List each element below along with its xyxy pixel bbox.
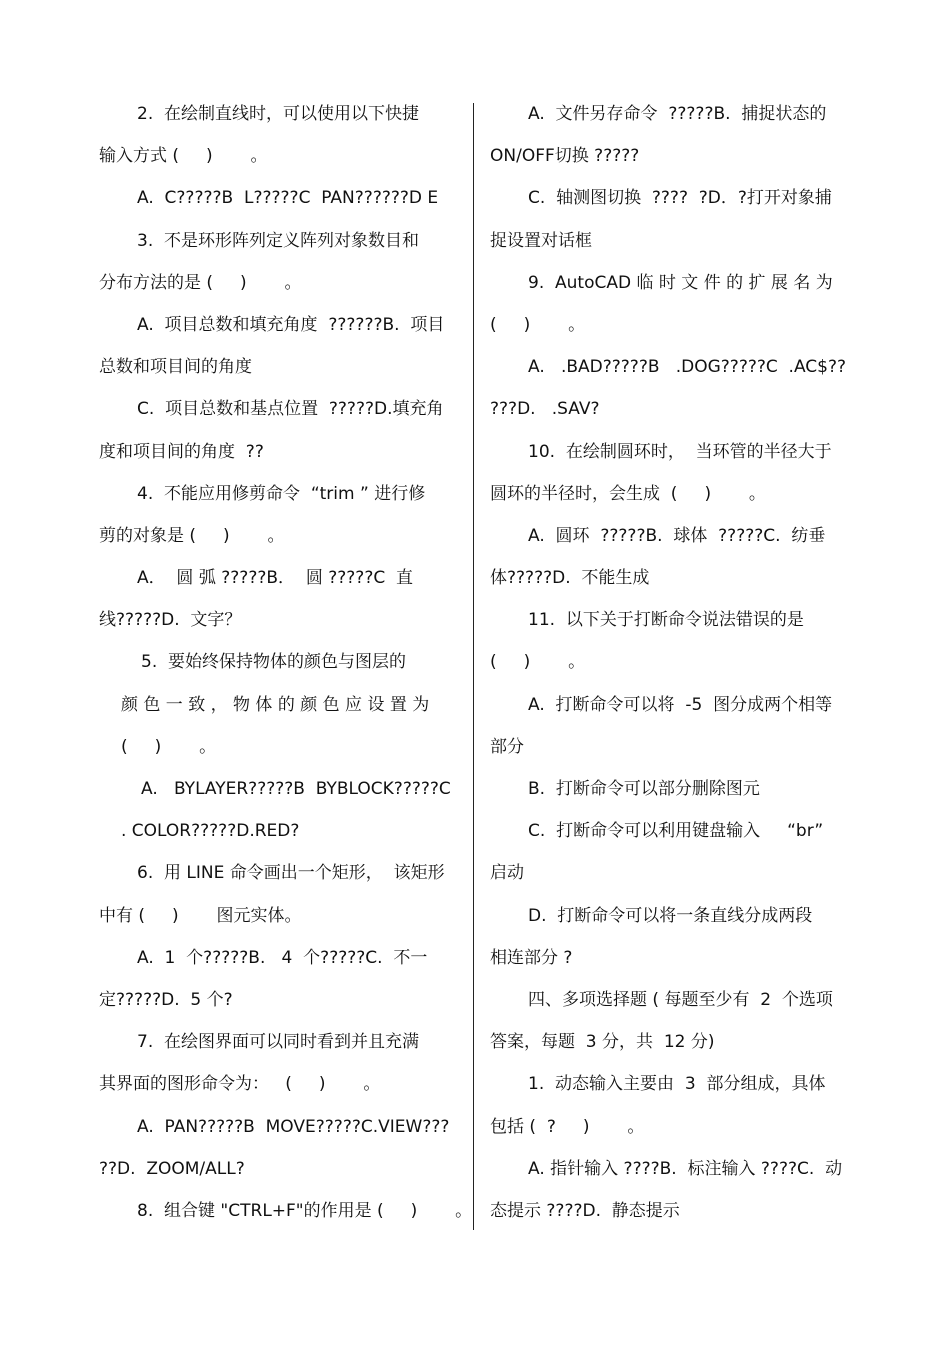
section-4-heading: 四、多项选择题 ( 每题至少有 2 个选项 xyxy=(528,989,833,1010)
question-5-options: A. BYLAYER?????B BYBLOCK?????C xyxy=(141,779,451,799)
question-8-option-d-cont: 捉设置对话框 xyxy=(490,230,592,251)
question-4-line-1: 4. 不能应用修剪命令 “trim ” 进行修 xyxy=(137,483,426,504)
question-10-line-2: 圆环的半径时，会生成 ( ) 。 xyxy=(490,483,766,504)
question-11-option-a: A. 打断命令可以将 -5 图分成两个相等 xyxy=(528,694,833,715)
question-3-option-a-b: A. 项目总数和填充角度 ??????B. 项目 xyxy=(137,314,445,335)
multi-question-1-line-2: 包括 ( ? ) 。 xyxy=(490,1116,645,1137)
question-11-option-a-cont: 部分 xyxy=(490,736,524,757)
question-3-option-b-cont: 总数和项目间的角度 xyxy=(99,357,252,378)
question-11-option-c: C. 打断命令可以利用键盘输入 “br” xyxy=(528,821,824,842)
question-10-options: A. 圆环 ?????B. 球体 ?????C. 纺垂 xyxy=(528,525,826,546)
question-11-option-b: B. 打断命令可以部分删除图元 xyxy=(528,779,760,799)
multi-question-1-line-1: 1. 动态输入主要由 3 部分组成，具体 xyxy=(528,1074,826,1095)
question-7-line-2: 其界面的图形命令为： ( ) 。 xyxy=(99,1074,381,1095)
question-4-options: A． 圆 弧 ?????B． 圆 ?????C 直 xyxy=(137,568,414,589)
question-9-options: A. .BAD?????B .DOG?????C .AC$?? xyxy=(528,357,847,378)
question-2-line-1: 2. 在绘制直线时，可以使用以下快捷 xyxy=(137,104,420,124)
question-5-options-cont: . COLOR?????D.RED? xyxy=(121,821,300,842)
question-9-options-cont: ???D. .SAV? xyxy=(490,399,600,420)
column-divider xyxy=(473,103,474,1230)
question-11-option-c-cont: 启动 xyxy=(490,863,524,884)
multi-question-1-options: A. 指针输入 ????B. 标注输入 ????C. 动 xyxy=(528,1158,843,1179)
question-3-option-d-cont: 度和项目间的角度 ?? xyxy=(99,441,264,462)
question-4-line-2: 剪的对象是 ( ) 。 xyxy=(99,525,285,546)
question-6-options: A. 1 个?????B. 4 个?????C. 不一 xyxy=(137,947,428,968)
question-8-option-a-b: A. 文件另存命令 ?????B. 捕捉状态的 xyxy=(528,104,827,124)
question-9-line-2: ( ) 。 xyxy=(490,314,586,335)
question-7-options-cont: ??D. ZOOM/ALL? xyxy=(99,1158,245,1179)
question-11-option-d-cont: 相连部分 ? xyxy=(490,947,573,968)
question-11-line-2: ( ) 。 xyxy=(490,652,586,673)
question-8-option-b-cont: ON/OFF切换 ????? xyxy=(490,146,640,167)
question-6-line-2: 中有 ( ) 图元实体。 xyxy=(99,905,302,926)
question-3-line-2: 分布方法的是 ( ) 。 xyxy=(99,272,302,293)
question-6-options-cont: 定?????D. 5 个? xyxy=(99,989,233,1010)
question-7-line-1: 7. 在绘图界面可以同时看到并且充满 xyxy=(137,1032,420,1053)
question-4-options-cont: 线?????D. 文字？ xyxy=(99,610,242,631)
question-3-option-c-d: C. 项目总数和基点位置 ?????D.填充角 xyxy=(137,399,444,420)
left-column xyxy=(99,93,473,1232)
question-11-option-d: D. 打断命令可以将一条直线分成两段 xyxy=(528,905,813,926)
question-8-option-c-d: C. 轴测图切换 ???? ?D．?打开对象捕 xyxy=(528,188,832,209)
question-2-line-2: 输入方式 ( ) 。 xyxy=(99,146,268,167)
question-9-line-1: 9. AutoCAD 临 时 文 件 的 扩 展 名 为 xyxy=(528,272,833,293)
question-7-options: A. PAN?????B MOVE?????C.VIEW??? xyxy=(137,1116,450,1137)
question-11-line-1: 11. 以下关于打断命令说法错误的是 xyxy=(528,610,804,631)
question-8-line-1: 8. 组合键 "CTRL+F"的作用是 ( ) 。 xyxy=(137,1200,473,1221)
question-3-line-1: 3. 不是环形阵列定义阵列对象数目和 xyxy=(137,230,420,251)
question-6-line-1: 6. 用 LINE 命令画出一个矩形， 该矩形 xyxy=(137,863,445,884)
question-5-line-2: 颜 色 一 致 ， 物 体 的 颜 色 应 设 置 为 xyxy=(121,694,430,715)
question-5-line-1: 5. 要始终保持物体的颜色与图层的 xyxy=(141,652,407,673)
right-column xyxy=(490,93,852,1232)
question-10-options-cont: 体?????D. 不能生成 xyxy=(490,568,650,589)
question-5-line-3: ( ) 。 xyxy=(121,736,217,757)
section-4-heading-cont: 答案，每题 3 分，共 12 分) xyxy=(490,1032,715,1053)
multi-question-1-options-cont: 态提示 ????D. 静态提示 xyxy=(490,1200,680,1221)
question-2-options: A. C?????B L?????C PAN??????D E xyxy=(137,188,439,209)
question-10-line-1: 10. 在绘制圆环时， 当环管的半径大于 xyxy=(528,441,832,462)
